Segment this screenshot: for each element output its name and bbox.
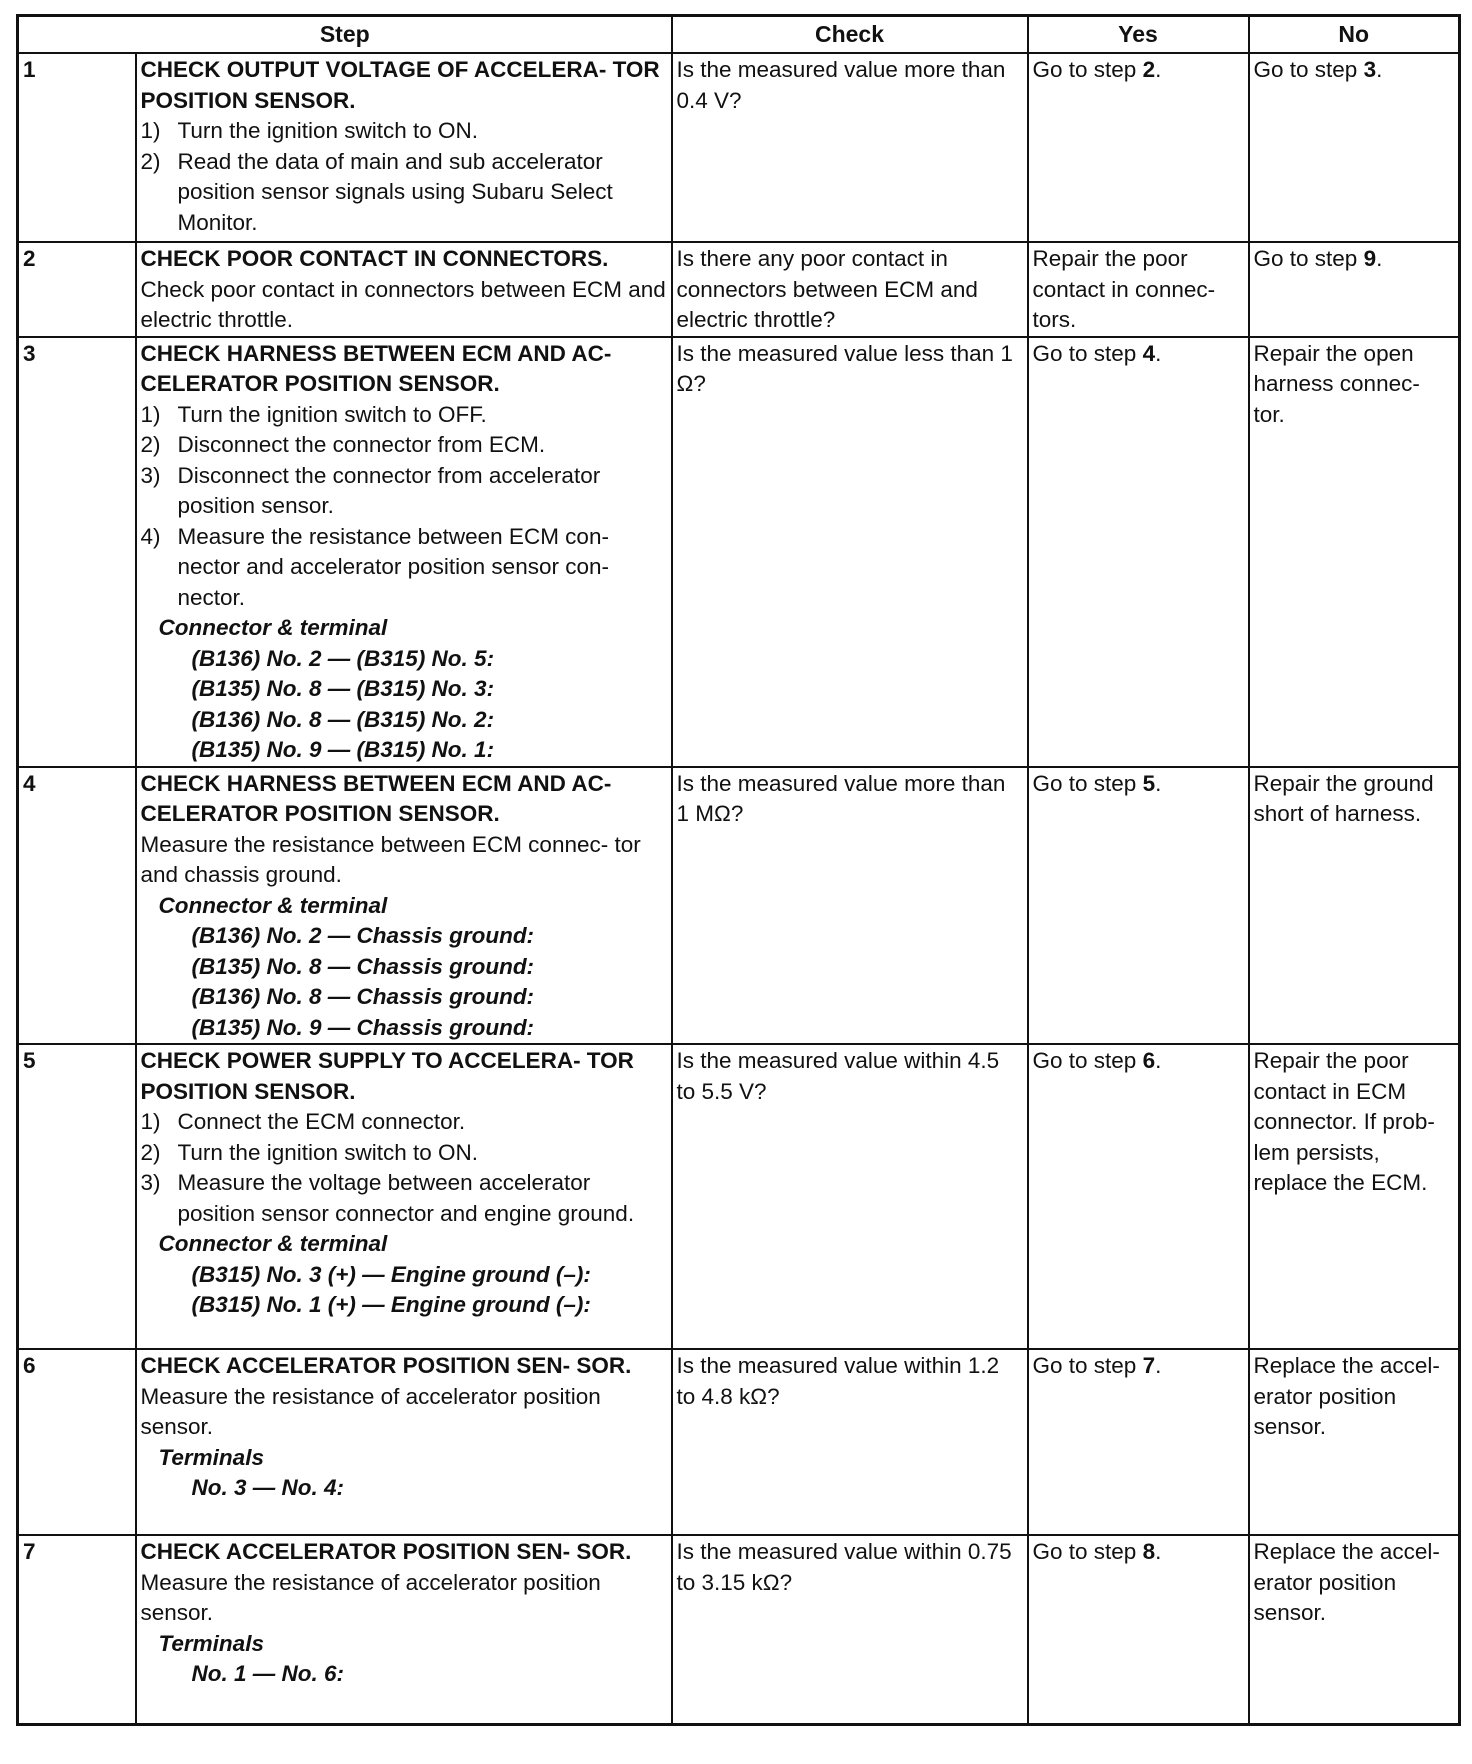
step-title: CHECK HARNESS BETWEEN ECM AND AC- CELERATOR POSITION SENSOR. xyxy=(140,770,612,826)
step-number: 2 xyxy=(18,242,136,337)
yes-cell xyxy=(1028,337,1249,767)
substep-text: Turn the ignition switch to OFF. xyxy=(177,401,487,427)
yes-cell xyxy=(1028,1349,1249,1535)
substep-number: 2) xyxy=(140,1139,161,1165)
table-row xyxy=(18,1044,1460,1349)
step-cell xyxy=(136,1044,672,1349)
check-cell: Is the measured value within 4.5 to 5.5 V? xyxy=(672,1044,1028,1349)
yes-cell xyxy=(1028,242,1249,337)
yes-step-ref: 2 xyxy=(1142,57,1156,82)
yes-text: Go to step xyxy=(1032,1048,1143,1073)
spec-title: Connector & terminal xyxy=(158,1231,388,1256)
spec-item: (B135) No. 8 — Chassis ground: xyxy=(191,953,535,979)
substep-number: 2) xyxy=(140,148,161,174)
substep-number: 2) xyxy=(140,432,161,457)
header-row xyxy=(18,16,1460,54)
substep-text: Disconnect the connector from accelerator position sensor. xyxy=(177,462,601,518)
substep-text: Read the data of main and sub accelerator position sensor signals using Subaru Select Monitor. xyxy=(177,148,613,235)
spec-title: Connector & terminal xyxy=(158,615,388,640)
no-text-end: . xyxy=(1376,246,1383,271)
check-cell: Is the measured value within 0.75 to 3.15 kΩ? xyxy=(672,1535,1028,1725)
substep-list xyxy=(141,1107,667,1229)
step-title: CHECK ACCELERATOR POSITION SEN- SOR. xyxy=(140,1353,632,1378)
step-title: CHECK POWER SUPPLY TO ACCELERA- TOR POSITION SENSOR. xyxy=(140,1048,634,1104)
substep-text: Turn the ignition switch to ON. xyxy=(177,118,479,143)
substep-number: 4) xyxy=(140,523,161,549)
no-step-ref: 9 xyxy=(1363,246,1377,271)
step-number: 4 xyxy=(18,767,136,1045)
check-cell: Is the measured value within 1.2 to 4.8 kΩ? xyxy=(672,1349,1028,1535)
substep-number: 3) xyxy=(140,1170,161,1195)
yes-text: Go to step xyxy=(1032,340,1143,366)
step-title: CHECK OUTPUT VOLTAGE OF ACCELERA- TOR POSITION SENSOR. xyxy=(140,57,660,113)
substep-number: 1) xyxy=(140,1109,161,1134)
spec-item: No. 1 — No. 6: xyxy=(191,1661,345,1686)
yes-cell xyxy=(1028,53,1249,242)
substep-text: Connect the ECM connector. xyxy=(177,1109,466,1134)
step-cell xyxy=(136,53,672,242)
no-text-end: . xyxy=(1376,57,1383,82)
no-cell xyxy=(1249,242,1460,337)
spec-title: Terminals xyxy=(158,1444,264,1470)
no-cell xyxy=(1249,767,1460,1045)
yes-text-end: . xyxy=(1155,57,1162,82)
substep-item xyxy=(141,430,667,461)
header-step: Step xyxy=(18,16,672,54)
substep-item xyxy=(141,522,667,614)
spec-item: (B135) No. 9 — Chassis ground: xyxy=(191,1014,535,1040)
check-cell: Is the measured value less than 1 Ω? xyxy=(672,337,1028,767)
spec-item: (B315) No. 3 (+) — Engine ground (–): xyxy=(191,1261,591,1287)
substep-text: Measure the voltage between accelerator position sensor connector and engine ground. xyxy=(177,1170,635,1226)
step-cell xyxy=(136,337,672,767)
yes-cell xyxy=(1028,1535,1249,1725)
substep-item xyxy=(141,1168,667,1229)
step-number: 6 xyxy=(18,1349,136,1535)
no-cell xyxy=(1249,1349,1460,1535)
no-text: Go to step xyxy=(1253,57,1364,82)
header-yes: Yes xyxy=(1028,16,1249,54)
yes-text-end: . xyxy=(1155,340,1162,366)
spec-item: (B135) No. 9 — (B315) No. 1: xyxy=(191,737,495,762)
no-step-ref: 3 xyxy=(1363,57,1377,82)
spec-title: Connector & terminal xyxy=(158,892,388,918)
step-cell xyxy=(136,242,672,337)
substep-item xyxy=(141,461,667,522)
no-cell xyxy=(1249,337,1460,767)
yes-text-end: . xyxy=(1155,1048,1162,1073)
substep-text: Turn the ignition switch to ON. xyxy=(177,1139,479,1165)
step-number: 3 xyxy=(18,337,136,767)
table-row xyxy=(18,1535,1460,1725)
table-row xyxy=(18,337,1460,767)
step-number: 7 xyxy=(18,1535,136,1725)
substep-item xyxy=(141,1138,667,1169)
yes-text-end: . xyxy=(1155,1353,1162,1378)
spec-item: (B136) No. 8 — Chassis ground: xyxy=(191,984,535,1009)
step-instruction: Measure the resistance between ECM connec- tor and chassis ground. xyxy=(140,831,641,887)
yes-text: Go to step xyxy=(1032,770,1143,796)
step-instruction: Measure the resistance of accelerator position sensor. xyxy=(140,1383,601,1439)
check-cell: Is the measured value more than 0.4 V? xyxy=(672,53,1028,242)
step-cell xyxy=(136,1349,672,1535)
step-instruction: Measure the resistance of accelerator position sensor. xyxy=(140,1569,601,1625)
header-check: Check xyxy=(672,16,1028,54)
yes-text: Go to step xyxy=(1032,57,1143,82)
no-text: Repair the poor contact in ECM connector. If prob- lem persists, replace the ECM. xyxy=(1253,1048,1435,1195)
spec-item: (B136) No. 8 — (B315) No. 2: xyxy=(191,706,495,732)
yes-text-end: . xyxy=(1155,770,1162,796)
step-title: CHECK POOR CONTACT IN CONNECTORS. xyxy=(140,246,609,271)
yes-step-ref: 4 xyxy=(1142,340,1156,366)
substep-list xyxy=(141,116,667,238)
step-cell xyxy=(136,767,672,1045)
step-instruction: Check poor contact in connectors between ECM and electric throttle. xyxy=(140,276,666,332)
substep-item xyxy=(141,147,667,239)
table-row xyxy=(18,242,1460,337)
yes-text: Repair the poor contact in connec- tors. xyxy=(1032,246,1216,332)
spec-item: (B136) No. 2 — Chassis ground: xyxy=(191,923,535,948)
table-row xyxy=(18,1349,1460,1535)
substep-text: Measure the resistance between ECM con- nector and accelerator position sensor con- nector. xyxy=(177,523,609,610)
spec-title: Terminals xyxy=(158,1630,264,1656)
yes-cell xyxy=(1028,1044,1249,1349)
yes-cell xyxy=(1028,767,1249,1045)
no-cell xyxy=(1249,1535,1460,1725)
no-text: Go to step xyxy=(1253,246,1364,271)
substep-list xyxy=(141,400,667,614)
substep-number: 3) xyxy=(140,462,161,488)
yes-step-ref: 6 xyxy=(1142,1048,1156,1073)
substep-number: 1) xyxy=(140,401,161,427)
yes-text: Go to step xyxy=(1032,1353,1143,1378)
spec-item: (B136) No. 2 — (B315) No. 5: xyxy=(191,645,495,671)
step-number: 5 xyxy=(18,1044,136,1349)
spec-item: (B135) No. 8 — (B315) No. 3: xyxy=(191,676,495,701)
step-title: CHECK HARNESS BETWEEN ECM AND AC- CELERATOR POSITION SENSOR. xyxy=(140,340,612,396)
no-text: Replace the accel- erator position sensor. xyxy=(1253,1539,1440,1625)
substep-text: Disconnect the connector from ECM. xyxy=(177,432,546,457)
no-cell xyxy=(1249,53,1460,242)
table-row xyxy=(18,767,1460,1045)
no-text: Repair the open harness connec- tor. xyxy=(1253,340,1420,427)
substep-item xyxy=(141,1107,667,1138)
no-cell xyxy=(1249,1044,1460,1349)
check-cell: Is there any poor contact in connectors between ECM and electric throttle? xyxy=(672,242,1028,337)
step-number: 1 xyxy=(18,53,136,242)
yes-step-ref: 8 xyxy=(1142,1539,1156,1564)
yes-text-end: . xyxy=(1155,1539,1162,1564)
substep-number: 1) xyxy=(140,118,161,143)
yes-text: Go to step xyxy=(1032,1539,1143,1564)
table-row xyxy=(18,53,1460,242)
step-cell xyxy=(136,1535,672,1725)
substep-item xyxy=(141,400,667,431)
yes-step-ref: 5 xyxy=(1142,770,1156,796)
spec-item: (B315) No. 1 (+) — Engine ground (–): xyxy=(191,1292,591,1317)
substep-item xyxy=(141,116,667,147)
diagnostic-procedure-table xyxy=(16,14,1461,1726)
spec-item: No. 3 — No. 4: xyxy=(191,1475,345,1500)
yes-step-ref: 7 xyxy=(1142,1353,1156,1378)
step-title: CHECK ACCELERATOR POSITION SEN- SOR. xyxy=(140,1539,632,1564)
header-no: No xyxy=(1249,16,1460,54)
no-text: Repair the ground short of harness. xyxy=(1253,770,1434,826)
check-cell: Is the measured value more than 1 MΩ? xyxy=(672,767,1028,1045)
no-text: Replace the accel- erator position sensor. xyxy=(1253,1353,1440,1439)
